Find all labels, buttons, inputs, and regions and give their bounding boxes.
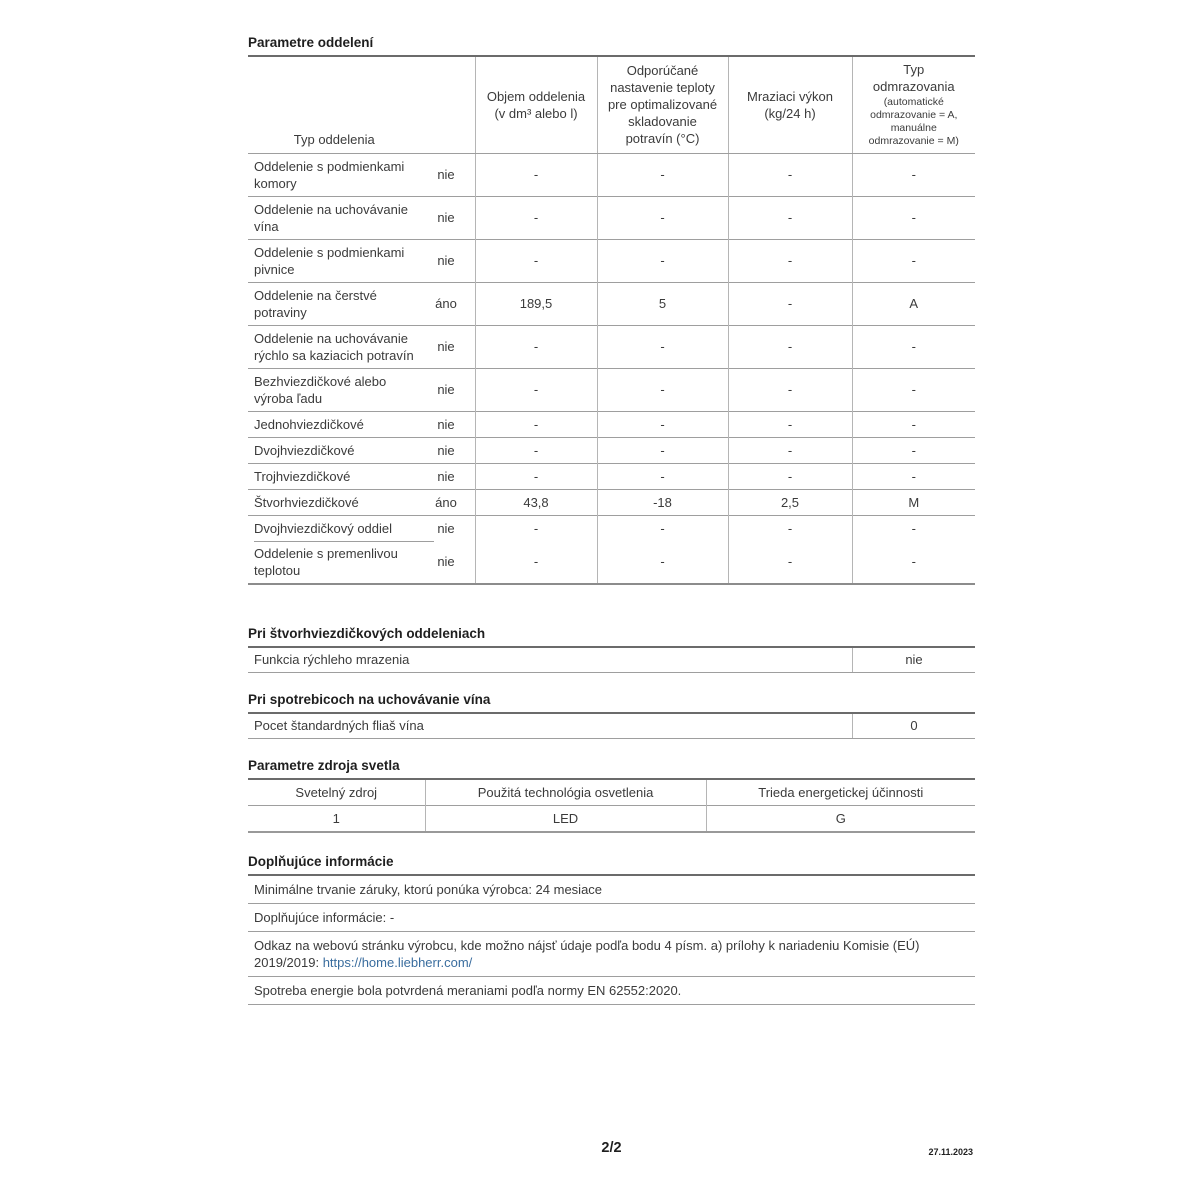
cell-volume: 43,8 — [475, 489, 597, 515]
cell-freezing: - — [728, 411, 852, 437]
cell-volume: - — [475, 515, 597, 541]
cell-defrost: - — [852, 368, 975, 411]
cell-defrost: M — [852, 489, 975, 515]
fast-freeze-value: nie — [852, 648, 975, 672]
cell-temperature: - — [597, 515, 728, 541]
cell-freezing: - — [728, 515, 852, 541]
row-flag: nie — [437, 468, 455, 484]
cell-temperature: - — [597, 196, 728, 239]
cell-freezing: - — [728, 282, 852, 325]
cell-freezing: - — [728, 153, 852, 196]
row-label: Bezhviezdičkové alebo výroba ľadu — [254, 373, 387, 406]
additional-info-row: Doplňujúce informácie: - — [248, 904, 975, 932]
cell-defrost: - — [852, 153, 975, 196]
cell-defrost: - — [852, 515, 975, 541]
cell-volume: - — [475, 196, 597, 239]
table-row — [248, 489, 975, 515]
cell-temperature: -18 — [597, 489, 728, 515]
row-label: Štvorhviezdičkové — [254, 494, 359, 510]
cell-volume: - — [475, 368, 597, 411]
fast-freeze-label: Funkcia rýchleho mrazenia — [254, 651, 410, 667]
column-header-light-source: Svetelný zdroj — [295, 784, 378, 800]
row-label-cell — [248, 282, 475, 325]
cell-temperature: - — [597, 541, 728, 584]
defrost-type-note: (automatické odmrazovanie = A, manuálne odmrazovanie = M) — [868, 96, 959, 148]
cell-freezing: - — [728, 463, 852, 489]
cell-volume: - — [475, 325, 597, 368]
cell-energy-class: G — [706, 805, 975, 832]
column-header-freezing-capacity: Mraziaci výkon (kg/24 h) — [728, 56, 852, 153]
table-row — [248, 411, 975, 437]
cell-defrost: - — [852, 541, 975, 584]
row-flag: nie — [437, 167, 455, 182]
compartments-table — [248, 55, 975, 585]
light-table-title: Parametre zdroja svetla — [248, 757, 400, 773]
cell-freezing: - — [728, 541, 852, 584]
compartments-header-row — [248, 56, 975, 153]
cell-temperature: - — [597, 325, 728, 368]
defrost-type-label: Typ odmrazovania — [872, 62, 955, 95]
row-flag: nie — [437, 520, 455, 536]
four-star-row — [248, 646, 975, 673]
wine-row — [248, 712, 975, 739]
cell-freezing: - — [728, 196, 852, 239]
row-label: Oddelenie na čerstvé potraviny — [254, 287, 377, 320]
compartments-table-title: Parametre oddelení — [248, 35, 374, 50]
row-label-cell — [248, 368, 475, 411]
row-flag: nie — [437, 253, 455, 268]
column-header-type: Typ oddelenia — [248, 56, 475, 153]
row-flag: áno — [435, 494, 457, 510]
page-content — [248, 34, 975, 1005]
cell-temperature: - — [597, 437, 728, 463]
row-label-cell — [248, 463, 475, 489]
row-label: Trojhviezdičkové — [254, 468, 351, 484]
column-header-temperature: Odporúčané nastavenie teploty pre optimalizované skladovanie potravín (°C) — [597, 56, 728, 153]
row-label: Jednohviezdičkové — [254, 416, 364, 432]
additional-info-title: Doplňujúce informácie — [248, 853, 394, 869]
cell-defrost: - — [852, 196, 975, 239]
row-label: Oddelenie s podmienkami komory — [254, 158, 405, 191]
row-flag: nie — [437, 382, 455, 397]
table-row — [248, 515, 975, 541]
cell-defrost: - — [852, 463, 975, 489]
row-label-cell — [248, 153, 475, 196]
cell-freezing: - — [728, 437, 852, 463]
cell-freezing: - — [728, 325, 852, 368]
manufacturer-link-text: Odkaz na webovú stránku výrobcu, kde možno nájsť údaje podľa bodu 4 písm. a) prílohy k nariadeniu Komisie (EÚ) 2019/2019: — [254, 937, 920, 970]
row-flag: nie — [437, 442, 455, 458]
cell-light-technology: LED — [425, 805, 706, 832]
table-row — [248, 463, 975, 489]
table-row — [248, 541, 975, 584]
warranty-row: Minimálne trvanie záruky, ktorú ponúka výrobca: 24 mesiace — [248, 876, 975, 904]
cell-temperature: - — [597, 411, 728, 437]
row-label-cell — [248, 239, 475, 282]
row-label: Oddelenie s premenlivou teplotou — [254, 545, 398, 578]
row-label: Dvojhviezdičkové — [254, 442, 355, 458]
cell-volume: 189,5 — [475, 282, 597, 325]
table-row — [248, 239, 975, 282]
row-label: Dvojhviezdičkový oddiel — [254, 520, 393, 536]
cell-volume: - — [475, 239, 597, 282]
table-row — [248, 153, 975, 196]
row-flag: áno — [435, 296, 457, 311]
row-label: Oddelenie s podmienkami pivnice — [254, 244, 405, 277]
wine-bottles-value: 0 — [852, 714, 975, 738]
table-row — [248, 282, 975, 325]
row-label-cell — [248, 541, 475, 584]
cell-volume: - — [475, 153, 597, 196]
cell-volume: - — [475, 437, 597, 463]
cell-volume: - — [475, 463, 597, 489]
row-label-cell — [248, 325, 475, 368]
row-flag: nie — [437, 339, 455, 354]
manufacturer-link-row — [248, 932, 975, 977]
cell-temperature: - — [597, 368, 728, 411]
cell-temperature: - — [597, 153, 728, 196]
table-row — [248, 325, 975, 368]
light-source-table — [248, 778, 975, 833]
additional-info-list — [248, 874, 975, 1005]
cell-temperature: 5 — [597, 282, 728, 325]
cell-temperature: - — [597, 239, 728, 282]
light-value-row — [248, 805, 975, 832]
light-header-row — [248, 779, 975, 806]
cell-defrost: - — [852, 411, 975, 437]
manufacturer-website-link[interactable]: https://home.liebherr.com/ — [322, 954, 473, 970]
row-label-cell — [248, 196, 475, 239]
page-footer — [248, 1140, 975, 1164]
cell-freezing: - — [728, 368, 852, 411]
footer-date: 27.11.2023 — [928, 1147, 973, 1157]
column-header-energy-class: Trieda energetickej účinnosti — [706, 779, 975, 806]
table-row — [248, 368, 975, 411]
row-label-cell — [248, 515, 475, 541]
row-label: Oddelenie na uchovávanie vína — [254, 201, 408, 234]
cell-freezing: 2,5 — [728, 489, 852, 515]
cell-freezing: - — [728, 239, 852, 282]
cell-defrost: - — [852, 437, 975, 463]
column-header-defrost-type — [852, 56, 975, 153]
column-header-light-technology: Použitá technológia osvetlenia — [425, 779, 706, 806]
row-label-cell — [248, 489, 475, 515]
cell-temperature: - — [597, 463, 728, 489]
wine-section-title: Pri spotrebicoch na uchovávanie vína — [248, 691, 491, 707]
row-label-cell — [248, 411, 475, 437]
cell-volume: - — [475, 411, 597, 437]
table-row — [248, 196, 975, 239]
energy-standard-row: Spotreba energie bola potvrdená meraniami podľa normy EN 62552:2020. — [248, 977, 975, 1005]
row-flag: nie — [437, 554, 455, 569]
row-label-cell — [248, 437, 475, 463]
row-flag: nie — [437, 416, 455, 432]
cell-defrost: - — [852, 325, 975, 368]
cell-defrost: - — [852, 239, 975, 282]
table-row — [248, 437, 975, 463]
four-star-section-title: Pri štvorhviezdičkových oddeleniach — [248, 625, 486, 641]
row-label: Oddelenie na uchovávanie rýchlo sa kaziacich potravín — [254, 330, 414, 363]
column-header-volume: Objem oddelenia (v dm³ alebo l) — [475, 56, 597, 153]
cell-volume: - — [475, 541, 597, 584]
row-flag: nie — [437, 210, 455, 225]
page-number: 2/2 — [601, 1140, 622, 1156]
cell-defrost: A — [852, 282, 975, 325]
wine-bottles-label: Pocet štandardných fliaš vína — [254, 717, 424, 733]
cell-light-source-count: 1 — [248, 805, 425, 832]
